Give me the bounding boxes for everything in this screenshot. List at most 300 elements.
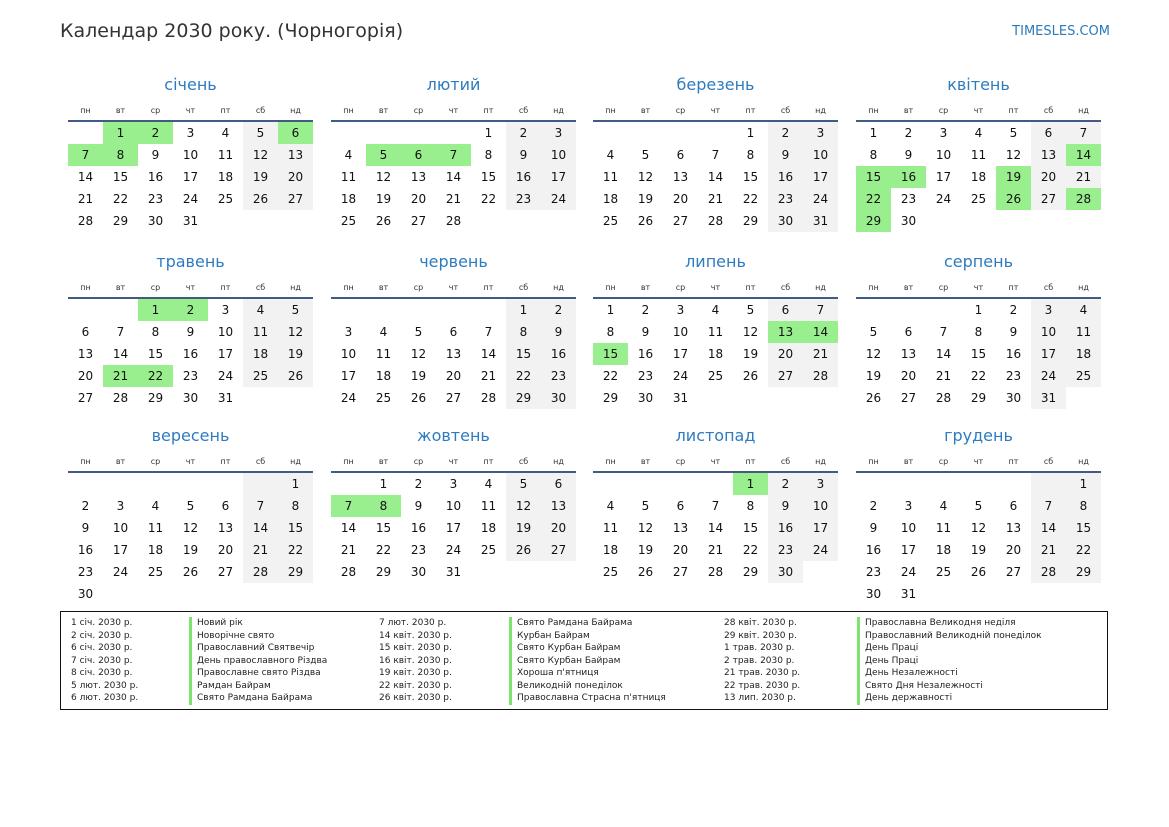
day-cell: 30	[410, 565, 427, 579]
day-cell: 4	[939, 499, 948, 513]
day-cell: 31	[1031, 387, 1066, 409]
day-cell: 30	[768, 561, 803, 583]
day-cell: 24	[803, 188, 838, 210]
day-cell: 24	[900, 565, 917, 579]
day-cell: 20	[278, 166, 313, 188]
day-cell: 15	[742, 521, 759, 535]
day-cell: 14	[112, 347, 129, 361]
empty-cell	[996, 583, 1031, 605]
month-days-grid	[856, 105, 1101, 232]
day-cell: 27	[672, 214, 689, 228]
empty-cell	[996, 210, 1031, 232]
day-cell: 19	[637, 192, 654, 206]
weekday-header: пт	[471, 282, 506, 299]
day-cell: 16	[865, 543, 882, 557]
day-cell: 2	[414, 477, 423, 491]
day-cell: 11	[707, 325, 724, 339]
legend-holiday-name: День Праці	[857, 655, 1042, 668]
legend-holiday-name: Курбан Байрам	[509, 630, 666, 643]
day-cell: 31	[182, 214, 199, 228]
empty-cell	[331, 299, 366, 321]
empty-cell	[593, 473, 628, 495]
legend-date: 14 квіт. 2030 р.	[379, 630, 452, 641]
legend-date: 6 лют. 2030 р.	[71, 693, 139, 703]
month-11	[593, 426, 838, 583]
day-cell: 18	[340, 192, 357, 206]
day-cell: 29	[147, 391, 164, 405]
empty-cell	[471, 561, 506, 583]
day-cell: 11	[935, 521, 952, 535]
day-cell: 14	[803, 321, 838, 343]
empty-cell	[961, 583, 996, 605]
day-cell: 7	[803, 299, 838, 321]
day-cell: 28	[340, 565, 357, 579]
day-cell: 9	[869, 521, 878, 535]
empty-cell	[541, 561, 576, 583]
day-cell: 22	[278, 539, 313, 561]
day-cell: 4	[1066, 299, 1101, 321]
day-cell: 25	[970, 192, 987, 206]
day-cell: 31	[900, 587, 917, 601]
day-cell: 29	[742, 214, 759, 228]
day-cell: 25	[707, 369, 724, 383]
day-cell: 27	[410, 214, 427, 228]
day-cell: 9	[1009, 325, 1018, 339]
weekday-header: нд	[278, 105, 313, 122]
empty-cell	[436, 299, 471, 321]
empty-cell	[541, 210, 576, 232]
day-cell: 30	[768, 210, 803, 232]
day-cell: 4	[243, 299, 278, 321]
weekday-header: нд	[541, 456, 576, 473]
day-cell: 18	[480, 521, 497, 535]
day-cell: 14	[1066, 144, 1101, 166]
weekday-header: ср	[401, 456, 436, 473]
day-cell: 8	[1066, 495, 1101, 517]
empty-cell	[803, 561, 838, 583]
day-cell: 1	[103, 122, 138, 144]
month-name: листопад	[675, 426, 756, 445]
day-cell: 3	[1031, 299, 1066, 321]
day-cell: 21	[243, 539, 278, 561]
day-cell: 17	[182, 170, 199, 184]
empty-cell	[208, 473, 243, 495]
day-cell: 23	[410, 543, 427, 557]
month-days-grid	[856, 456, 1101, 605]
month-2	[331, 75, 576, 232]
day-cell: 2	[506, 122, 541, 144]
day-cell: 21	[103, 365, 138, 387]
day-cell: 20	[672, 192, 689, 206]
day-cell: 16	[147, 170, 164, 184]
day-cell: 3	[221, 303, 230, 317]
weekday-header: ср	[926, 105, 961, 122]
day-cell: 6	[1009, 499, 1018, 513]
legend-date: 2 трав. 2030 р.	[724, 655, 795, 666]
weekday-header: пн	[331, 456, 366, 473]
weekday-header: пн	[68, 282, 103, 299]
day-cell: 8	[278, 495, 313, 517]
day-cell: 26	[637, 565, 654, 579]
empty-cell	[366, 299, 401, 321]
day-cell: 2	[641, 303, 650, 317]
empty-cell	[436, 122, 471, 144]
empty-cell	[1031, 473, 1066, 495]
weekday-header: нд	[803, 105, 838, 122]
day-cell: 22	[112, 192, 129, 206]
empty-cell	[173, 473, 208, 495]
day-cell: 22	[742, 543, 759, 557]
weekday-header: чт	[961, 282, 996, 299]
day-cell: 26	[182, 565, 199, 579]
empty-cell	[471, 299, 506, 321]
day-cell: 2	[1009, 303, 1018, 317]
day-cell: 10	[672, 325, 689, 339]
day-cell: 14	[243, 517, 278, 539]
day-cell: 13	[77, 347, 94, 361]
day-cell: 28	[77, 214, 94, 228]
empty-cell	[243, 473, 278, 495]
empty-cell	[173, 583, 208, 605]
day-cell: 27	[217, 565, 234, 579]
day-cell: 25	[935, 565, 952, 579]
day-cell: 12	[1005, 148, 1022, 162]
empty-cell	[961, 210, 996, 232]
weekday-header: нд	[1066, 105, 1101, 122]
day-cell: 13	[217, 521, 234, 535]
empty-cell	[1031, 583, 1066, 605]
day-cell: 3	[449, 477, 458, 491]
legend-date: 13 лип. 2030 р.	[724, 693, 796, 703]
day-cell: 18	[217, 170, 234, 184]
weekday-header: пт	[471, 456, 506, 473]
weekday-header: нд	[278, 456, 313, 473]
day-cell: 17	[803, 166, 838, 188]
weekday-header: сб	[1031, 456, 1066, 473]
day-cell: 4	[151, 499, 160, 513]
weekday-header: нд	[278, 282, 313, 299]
day-cell: 8	[746, 148, 755, 162]
day-cell: 10	[541, 144, 576, 166]
empty-cell	[698, 122, 733, 144]
month-name: липень	[685, 252, 746, 271]
day-cell: 25	[480, 543, 497, 557]
day-cell: 14	[935, 347, 952, 361]
day-cell: 24	[445, 543, 462, 557]
site-link[interactable]: TIMESLES.COM	[1012, 24, 1110, 39]
empty-cell	[208, 583, 243, 605]
day-cell: 1	[278, 473, 313, 495]
day-cell: 22	[602, 369, 619, 383]
day-cell: 19	[865, 369, 882, 383]
day-cell: 22	[742, 192, 759, 206]
empty-cell	[506, 210, 541, 232]
day-cell: 13	[541, 495, 576, 517]
legend-dates-col-3	[724, 617, 800, 705]
weekday-header: пн	[331, 282, 366, 299]
day-cell: 18	[707, 347, 724, 361]
legend-holiday-name: Православна Страсна п'ятниця	[509, 692, 666, 705]
day-cell: 7	[116, 325, 125, 339]
day-cell: 12	[742, 325, 759, 339]
day-cell: 9	[151, 148, 160, 162]
day-cell: 12	[375, 170, 392, 184]
weekday-header: ср	[926, 456, 961, 473]
day-cell: 10	[935, 148, 952, 162]
day-cell: 11	[340, 170, 357, 184]
day-cell: 29	[278, 561, 313, 583]
weekday-header: вт	[628, 105, 663, 122]
day-cell: 23	[865, 565, 882, 579]
day-cell: 9	[541, 321, 576, 343]
empty-cell	[1066, 210, 1101, 232]
weekday-header: пт	[208, 282, 243, 299]
empty-cell	[891, 299, 926, 321]
empty-cell	[278, 387, 313, 409]
day-cell: 19	[410, 369, 427, 383]
day-cell: 18	[935, 543, 952, 557]
day-cell: 13	[768, 321, 803, 343]
legend-holiday-name: Новий рік	[189, 617, 327, 630]
day-cell: 27	[77, 391, 94, 405]
day-cell: 28	[1066, 188, 1101, 210]
day-cell: 5	[869, 325, 878, 339]
day-cell: 2	[541, 299, 576, 321]
day-cell: 8	[746, 499, 755, 513]
weekday-header: чт	[698, 456, 733, 473]
weekday-header: сб	[1031, 105, 1066, 122]
legend-date: 1 трав. 2030 р.	[724, 643, 795, 653]
day-cell: 10	[217, 325, 234, 339]
empty-cell	[891, 473, 926, 495]
day-cell: 3	[904, 499, 913, 513]
empty-cell	[506, 561, 541, 583]
day-cell: 27	[1031, 188, 1066, 210]
day-cell: 16	[410, 521, 427, 535]
month-4	[856, 75, 1101, 232]
weekday-header: вт	[103, 282, 138, 299]
day-cell: 19	[996, 166, 1031, 188]
day-cell: 20	[1005, 543, 1022, 557]
day-cell: 1	[869, 126, 878, 140]
day-cell: 25	[340, 214, 357, 228]
day-cell: 1	[506, 299, 541, 321]
weekday-header: пн	[593, 282, 628, 299]
empty-cell	[1031, 210, 1066, 232]
day-cell: 9	[768, 495, 803, 517]
day-cell: 6	[676, 148, 685, 162]
day-cell: 29	[506, 387, 541, 409]
day-cell: 6	[541, 473, 576, 495]
day-cell: 5	[506, 473, 541, 495]
weekday-header: сб	[768, 282, 803, 299]
day-cell: 15	[375, 521, 392, 535]
weekday-header: вт	[366, 456, 401, 473]
empty-cell	[401, 122, 436, 144]
day-cell: 31	[445, 565, 462, 579]
day-cell: 22	[506, 365, 541, 387]
day-cell: 9	[414, 499, 423, 513]
day-cell: 5	[186, 499, 195, 513]
day-cell: 24	[935, 192, 952, 206]
weekday-header: ср	[138, 456, 173, 473]
legend-holiday-name: День Праці	[857, 642, 1042, 655]
day-cell: 21	[77, 192, 94, 206]
day-cell: 23	[541, 365, 576, 387]
day-cell: 1	[1066, 473, 1101, 495]
weekday-header: чт	[436, 282, 471, 299]
day-cell: 6	[676, 499, 685, 513]
day-cell: 9	[506, 144, 541, 166]
day-cell: 30	[541, 387, 576, 409]
month-6	[331, 252, 576, 409]
day-cell: 30	[637, 391, 654, 405]
day-cell: 5	[366, 144, 401, 166]
day-cell: 21	[340, 543, 357, 557]
day-cell: 27	[768, 365, 803, 387]
day-cell: 6	[904, 325, 913, 339]
weekday-header: пт	[471, 105, 506, 122]
day-cell: 16	[182, 347, 199, 361]
legend-holiday-name: Рамдан Байрам	[189, 680, 327, 693]
legend-date: 15 квіт. 2030 р.	[379, 643, 452, 653]
weekday-header: чт	[173, 105, 208, 122]
day-cell: 20	[900, 369, 917, 383]
day-cell: 5	[414, 325, 423, 339]
month-name: грудень	[944, 426, 1013, 445]
month-name: вересень	[151, 426, 230, 445]
weekday-header: пн	[593, 456, 628, 473]
month-name: січень	[164, 75, 217, 94]
month-9	[68, 426, 313, 605]
legend-holiday-name: Свято Курбан Байрам	[509, 642, 666, 655]
weekday-header: ср	[401, 105, 436, 122]
day-cell: 20	[1031, 166, 1066, 188]
day-cell: 13	[900, 347, 917, 361]
day-cell: 12	[637, 170, 654, 184]
day-cell: 28	[480, 391, 497, 405]
empty-cell	[471, 210, 506, 232]
day-cell: 26	[278, 365, 313, 387]
empty-cell	[698, 387, 733, 409]
day-cell: 10	[112, 521, 129, 535]
day-cell: 11	[375, 347, 392, 361]
day-cell: 29	[112, 214, 129, 228]
day-cell: 20	[410, 192, 427, 206]
day-cell: 15	[970, 347, 987, 361]
day-cell: 25	[147, 565, 164, 579]
day-cell: 12	[182, 521, 199, 535]
legend-date: 21 трав. 2030 р.	[724, 668, 801, 678]
legend-names-col-2	[509, 617, 666, 705]
day-cell: 3	[186, 126, 195, 140]
day-cell: 11	[243, 321, 278, 343]
month-days-grid	[331, 282, 576, 409]
day-cell: 20	[77, 369, 94, 383]
legend-date: 22 квіт. 2030 р.	[379, 680, 452, 691]
day-cell: 24	[217, 369, 234, 383]
weekday-header: вт	[103, 105, 138, 122]
day-cell: 16	[768, 166, 803, 188]
weekday-header: ср	[663, 282, 698, 299]
day-cell: 12	[243, 144, 278, 166]
day-cell: 14	[707, 521, 724, 535]
legend-holiday-name: Хороша п'ятниця	[509, 667, 666, 680]
day-cell: 21	[480, 369, 497, 383]
weekday-header: чт	[698, 105, 733, 122]
legend-holiday-name: Новорічне свято	[189, 630, 327, 643]
day-cell: 21	[803, 343, 838, 365]
weekday-header: сб	[243, 456, 278, 473]
legend-holiday-name: Православна Великодня неділя	[857, 617, 1042, 630]
day-cell: 21	[1031, 539, 1066, 561]
day-cell: 10	[900, 521, 917, 535]
day-cell: 26	[243, 188, 278, 210]
month-name: червень	[419, 252, 488, 271]
legend-date: 2 січ. 2030 р.	[71, 630, 133, 641]
empty-cell	[768, 387, 803, 409]
day-cell: 16	[77, 543, 94, 557]
day-cell: 28	[445, 214, 462, 228]
empty-cell	[926, 299, 961, 321]
weekday-header: пт	[996, 282, 1031, 299]
empty-cell	[663, 473, 698, 495]
day-cell: 7	[484, 325, 493, 339]
month-name: лютий	[426, 75, 481, 94]
month-name: березень	[676, 75, 755, 94]
day-cell: 27	[445, 391, 462, 405]
legend-holiday-name: Свято Рамдана Байрама	[509, 617, 666, 630]
day-cell: 6	[449, 325, 458, 339]
day-cell: 1	[138, 299, 173, 321]
day-cell: 7	[68, 144, 103, 166]
day-cell: 14	[707, 170, 724, 184]
day-cell: 17	[445, 521, 462, 535]
legend-holiday-name: Православний Великодній понеділок	[857, 630, 1042, 643]
empty-cell	[331, 473, 366, 495]
weekday-header: ср	[663, 105, 698, 122]
empty-cell	[278, 583, 313, 605]
day-cell: 24	[1031, 365, 1066, 387]
day-cell: 8	[103, 144, 138, 166]
day-cell: 5	[243, 122, 278, 144]
weekday-header: сб	[1031, 282, 1066, 299]
day-cell: 6	[1031, 122, 1066, 144]
day-cell: 28	[1031, 561, 1066, 583]
month-name: серпень	[944, 252, 1013, 271]
day-cell: 3	[939, 126, 948, 140]
day-cell: 19	[637, 543, 654, 557]
day-cell: 21	[445, 192, 462, 206]
day-cell: 19	[375, 192, 392, 206]
day-cell: 19	[243, 166, 278, 188]
day-cell: 7	[331, 495, 366, 517]
day-cell: 24	[541, 188, 576, 210]
empty-cell	[103, 583, 138, 605]
day-cell: 23	[182, 369, 199, 383]
day-cell: 13	[445, 347, 462, 361]
weekday-header: пт	[208, 456, 243, 473]
day-cell: 2	[904, 126, 913, 140]
month-5	[68, 252, 313, 409]
day-cell: 21	[1066, 166, 1101, 188]
day-cell: 25	[602, 565, 619, 579]
weekday-header: нд	[541, 105, 576, 122]
empty-cell	[926, 583, 961, 605]
day-cell: 7	[711, 148, 720, 162]
empty-cell	[208, 210, 243, 232]
weekday-header: вт	[628, 282, 663, 299]
